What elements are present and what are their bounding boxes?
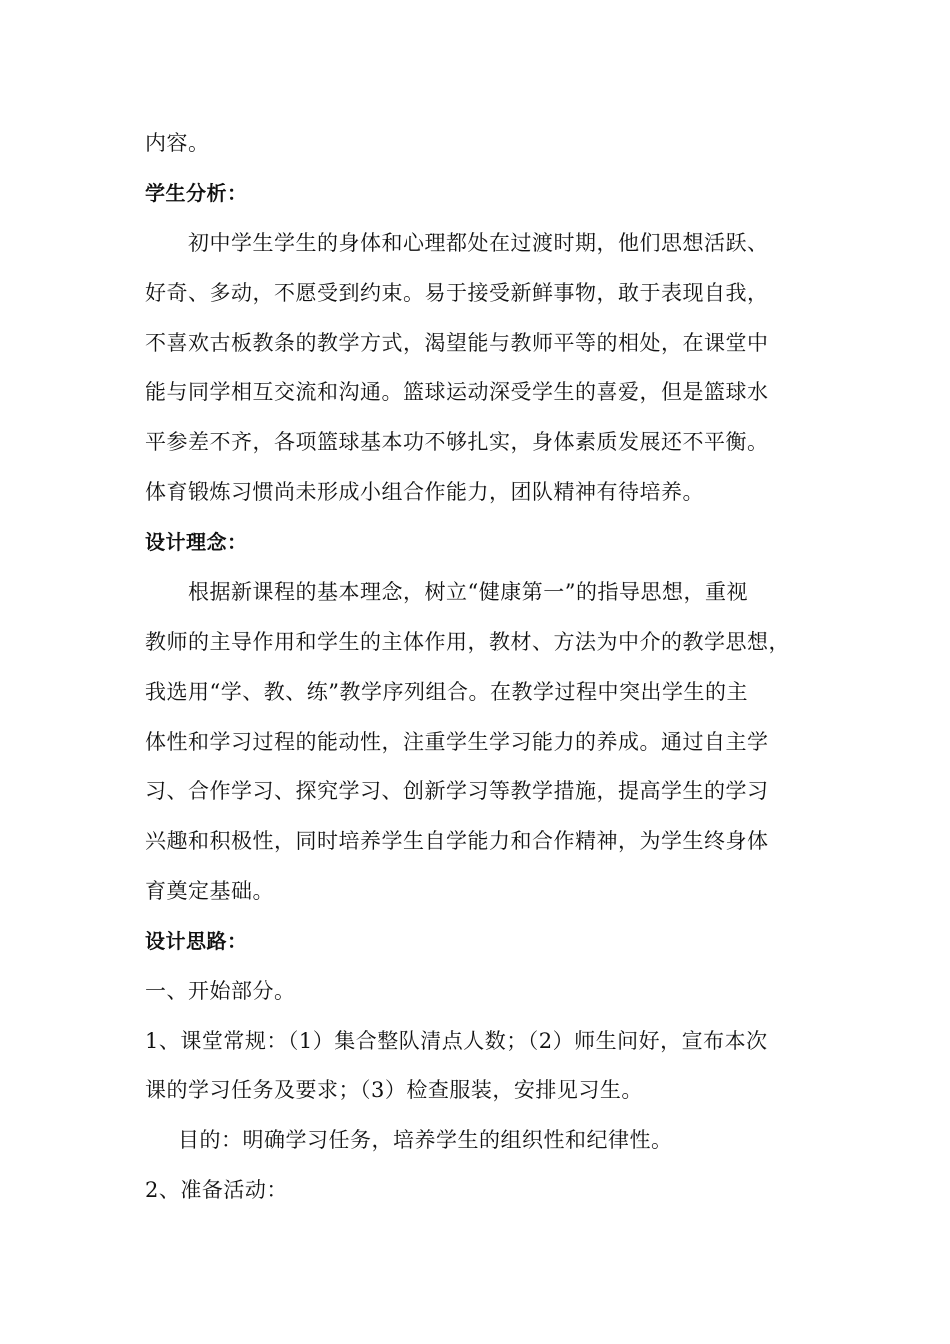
paragraph-line: 体性和学习过程的能动性，注重学生学习能力的养成。通过自主学 <box>145 730 769 754</box>
heading-design-concept: 设计理念： <box>145 530 248 554</box>
heading-design-approach: 设计思路： <box>145 929 248 953</box>
section-title-start: 一、开始部分。 <box>145 979 296 1003</box>
paragraph-line: 体育锻炼习惯尚未形成小组合作能力，团队精神有待培养。 <box>145 480 704 504</box>
paragraph-line: 不喜欢古板教条的教学方式，渴望能与教师平等的相处，在课堂中 <box>145 331 769 355</box>
paragraph-line: 兴趣和积极性，同时培养学生自学能力和合作精神，为学生终身体 <box>145 829 769 853</box>
list-item-continuation: 课的学习任务及要求；（3）检查服装，安排见习生。 <box>145 1078 643 1102</box>
paragraph-line: 初中学生学生的身体和心理都处在过渡时期，他们思想活跃、 <box>188 231 769 255</box>
paragraph-line: 教师的主导作用和学生的主体作用，教材、方法为中介的教学思想， <box>145 630 790 654</box>
text-line-continuation: 内容。 <box>145 131 210 155</box>
paragraph-line: 根据新课程的基本理念，树立“健康第一”的指导思想，重视 <box>188 580 748 604</box>
paragraph-line: 育奠定基础。 <box>145 879 274 903</box>
purpose-line: 目的：明确学习任务，培养学生的组织性和纪律性。 <box>178 1128 673 1152</box>
paragraph-line: 平参差不齐，各项篮球基本功不够扎实，身体素质发展还不平衡。 <box>145 430 769 454</box>
paragraph-line: 能与同学相互交流和沟通。篮球运动深受学生的喜爱，但是篮球水 <box>145 380 769 404</box>
heading-student-analysis: 学生分析： <box>145 181 248 205</box>
list-item-class-routine: 1、课堂常规：（1）集合整队清点人数；（2）师生问好，宣布本次 <box>145 1029 768 1053</box>
paragraph-line: 好奇、多动，不愿受到约束。易于接受新鲜事物，敢于表现自我， <box>145 281 769 305</box>
paragraph-line: 我选用“学、教、练”教学序列组合。在教学过程中突出学生的主 <box>145 680 748 704</box>
paragraph-line: 习、合作学习、探究学习、创新学习等教学措施，提高学生的学习 <box>145 779 769 803</box>
list-item-warmup: 2、准备活动： <box>145 1178 288 1202</box>
